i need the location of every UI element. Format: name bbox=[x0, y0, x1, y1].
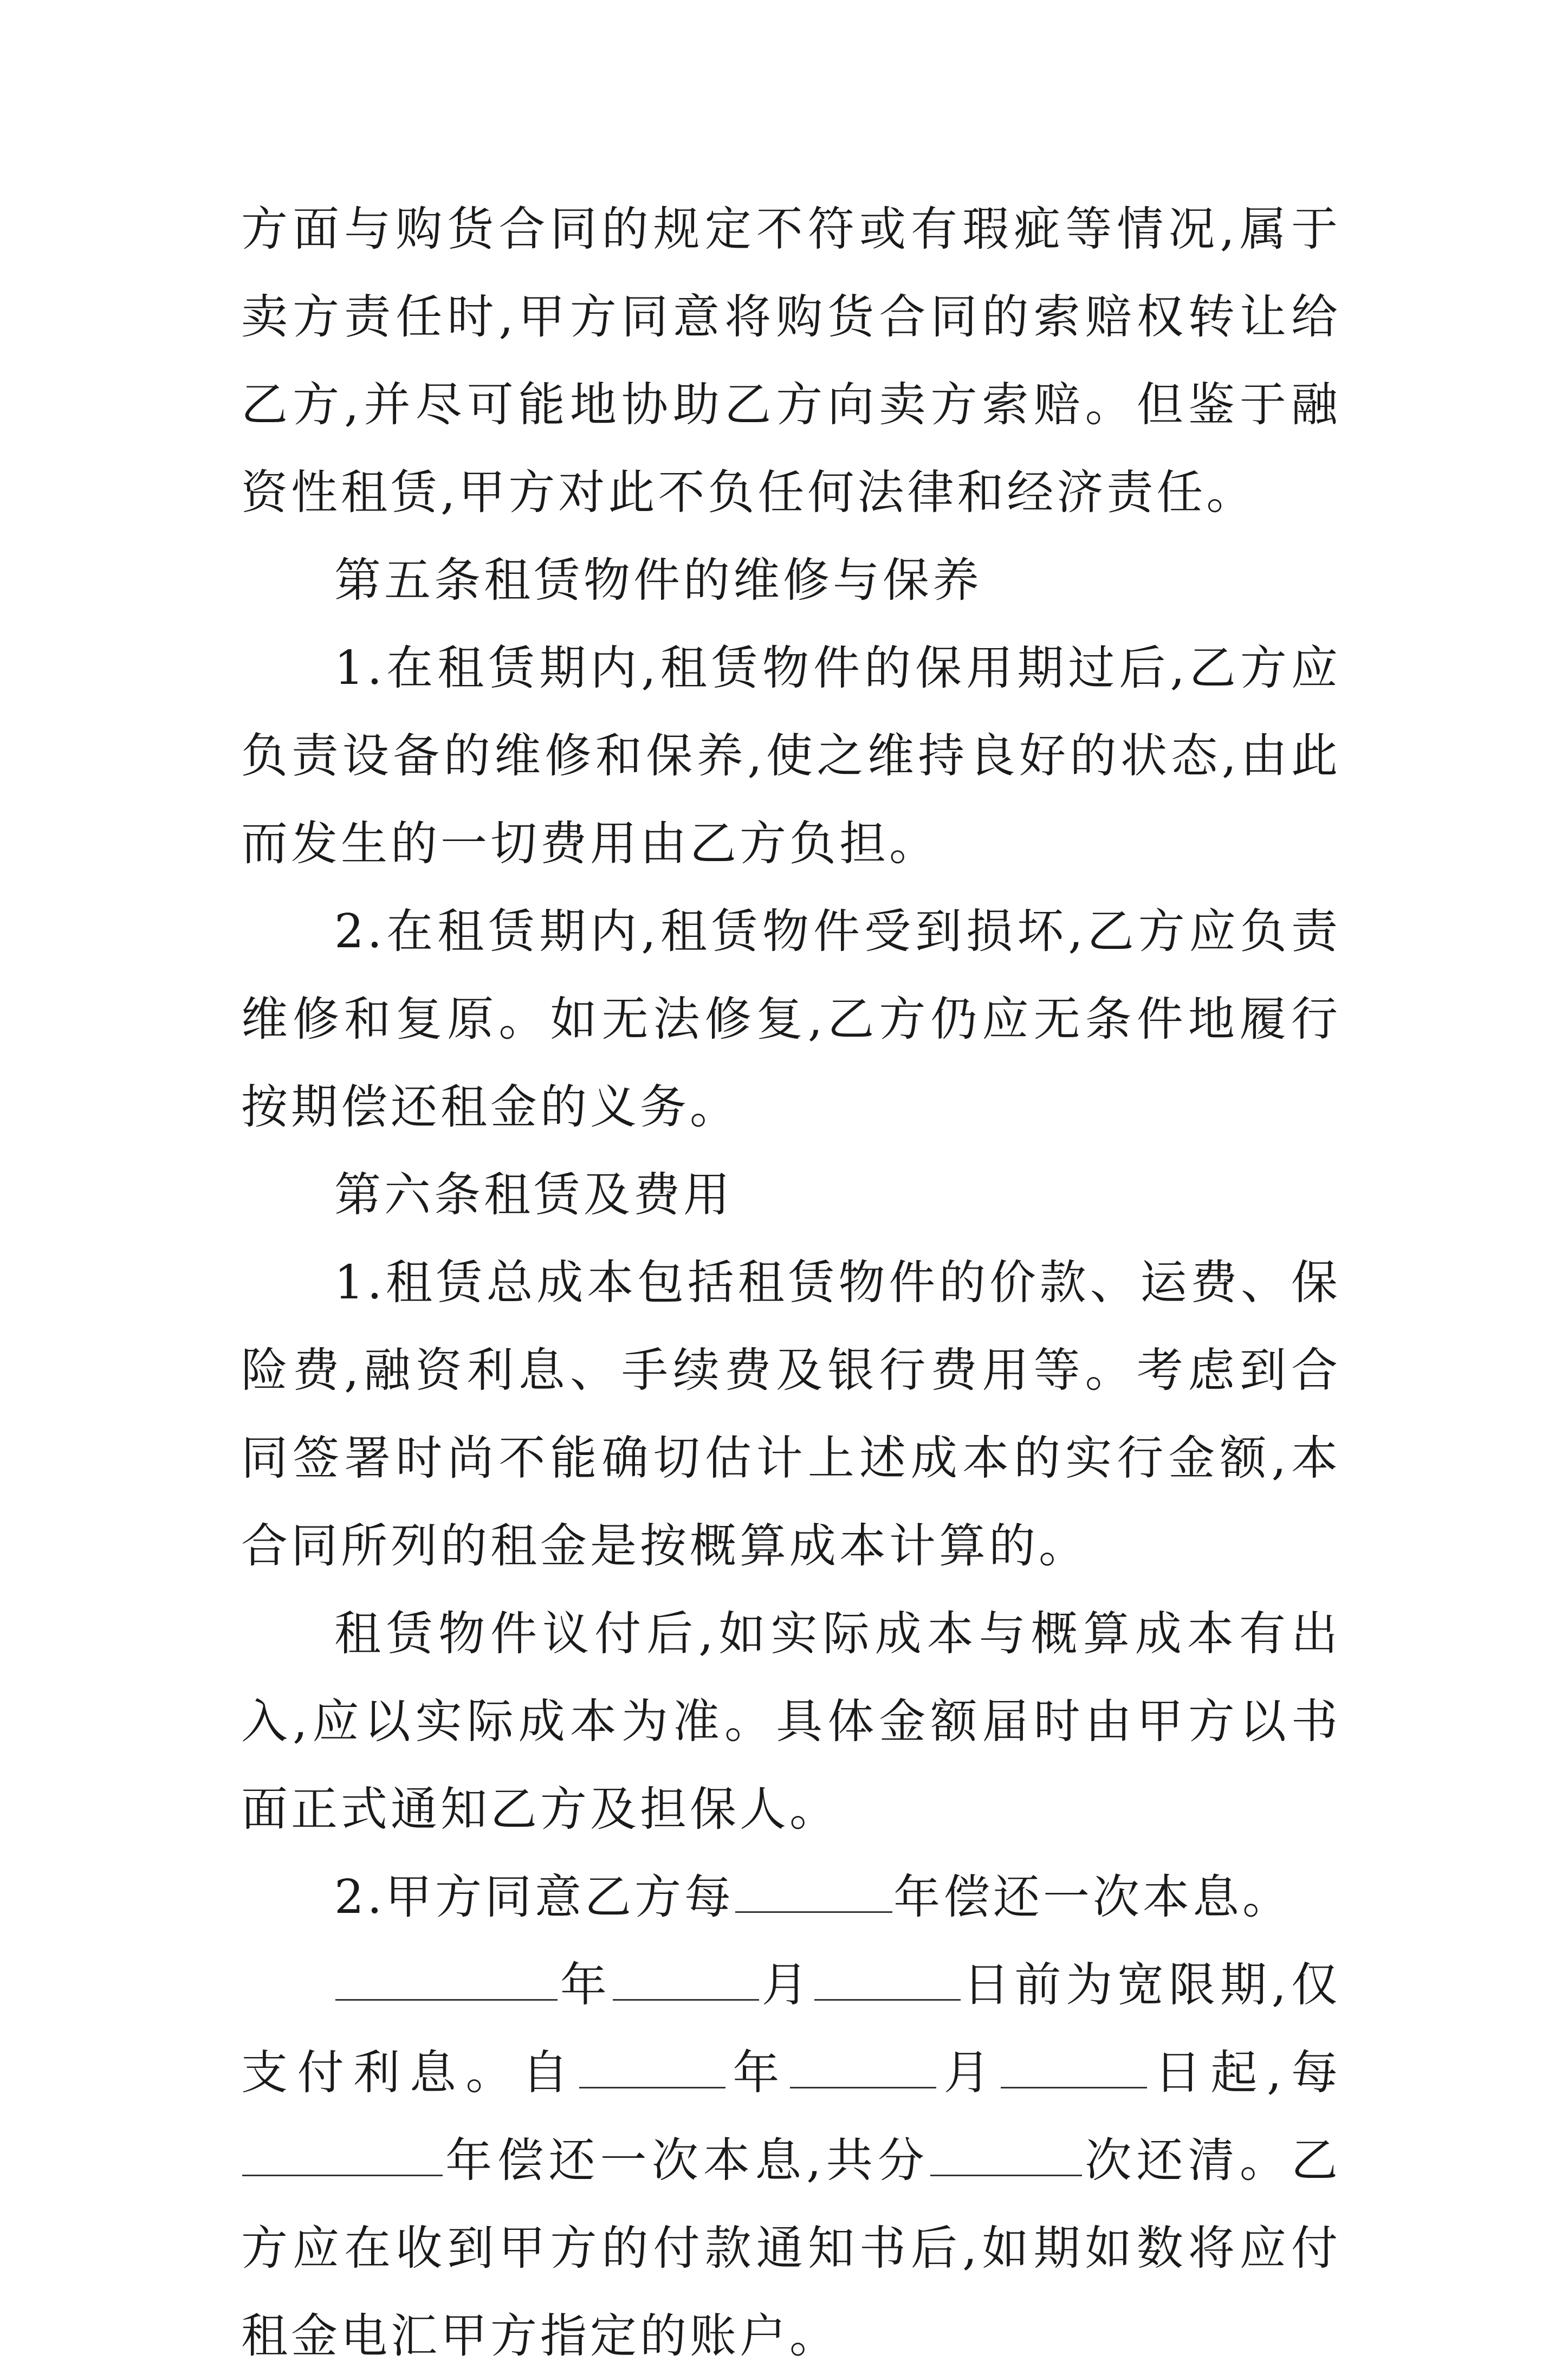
article-6-heading: 第六条租赁及费用 bbox=[334, 1168, 733, 1222]
article-5-heading: 第五条租赁物件的维修与保养 bbox=[334, 553, 982, 607]
clause-2-text-b: 年偿还一次本息。 bbox=[893, 1870, 1293, 1924]
clause-2-text-a: 2.甲方同意乙方每 bbox=[334, 1870, 735, 1924]
article-6-clause-2 bbox=[241, 1853, 1341, 1941]
clause-3-text-grace: 日前为宽限期,仅支付利息。自 bbox=[241, 1958, 1342, 2100]
document-body bbox=[241, 185, 1341, 2380]
blank-start-day[interactable] bbox=[1001, 2037, 1147, 2088]
label-year: 年 bbox=[726, 2046, 789, 2100]
label-year: 年 bbox=[559, 1958, 612, 2012]
blank-start-month[interactable] bbox=[790, 2037, 936, 2088]
label-month: 月 bbox=[760, 1958, 813, 2012]
blank-repay-interval[interactable] bbox=[735, 1861, 892, 1913]
blank-repay-years[interactable] bbox=[242, 2125, 443, 2176]
clause-3-text-from: 日起,每 bbox=[1148, 2046, 1342, 2100]
blank-grace-day[interactable] bbox=[814, 1949, 961, 2001]
article-5-clause-2: 2.在租赁期内,租赁物件受到损坏,乙方应负责维修和复原。如无法修复,乙方仍应无条件地履行按期偿还租金的义务。 bbox=[241, 904, 1341, 1134]
clause-3-text-installments: 年偿还一次本息,共分 bbox=[444, 2133, 930, 2188]
label-month: 月 bbox=[937, 2046, 1000, 2100]
blank-grace-month[interactable] bbox=[613, 1949, 759, 2001]
blank-start-year[interactable] bbox=[579, 2037, 725, 2088]
blank-installment-count[interactable] bbox=[930, 2125, 1082, 2176]
clause-3-text-payment: 次还清。乙方应在收到甲方的付款通知书后,如期如数将应付租金电汇甲方指定的账户。 bbox=[241, 2133, 1342, 2363]
article-6-clause-3 bbox=[241, 1941, 1341, 2380]
article-5-clause-1: 1.在租赁期内,租赁物件的保用期过后,乙方应负责设备的维修和保养,使之维持良好的状态,由此而发生的一切费用由乙方负担。 bbox=[241, 641, 1341, 871]
blank-grace-year[interactable] bbox=[335, 1949, 558, 2001]
article-6-clause-1-note: 租赁物件议付后,如实际成本与概算成本有出入,应以实际成本为准。具体金额届时由甲方以书面正式通知乙方及担保人。 bbox=[241, 1607, 1341, 1836]
paragraph-continuation: 方面与购货合同的规定不符或有瑕疵等情况,属于卖方责任时,甲方同意将购货合同的索赔权转让给乙方,并尽可能地协助乙方向卖方索赔。但鉴于融资性租赁,甲方对此不负任何法律和经济责任。 bbox=[241, 202, 1341, 520]
article-6-clause-1: 1.租赁总成本包括租赁物件的价款、运费、保险费,融资利息、手续费及银行费用等。考虑到合同签署时尚不能确切估计上述成本的实行金额,本合同所列的租金是按概算成本计算的。 bbox=[241, 1256, 1341, 1573]
